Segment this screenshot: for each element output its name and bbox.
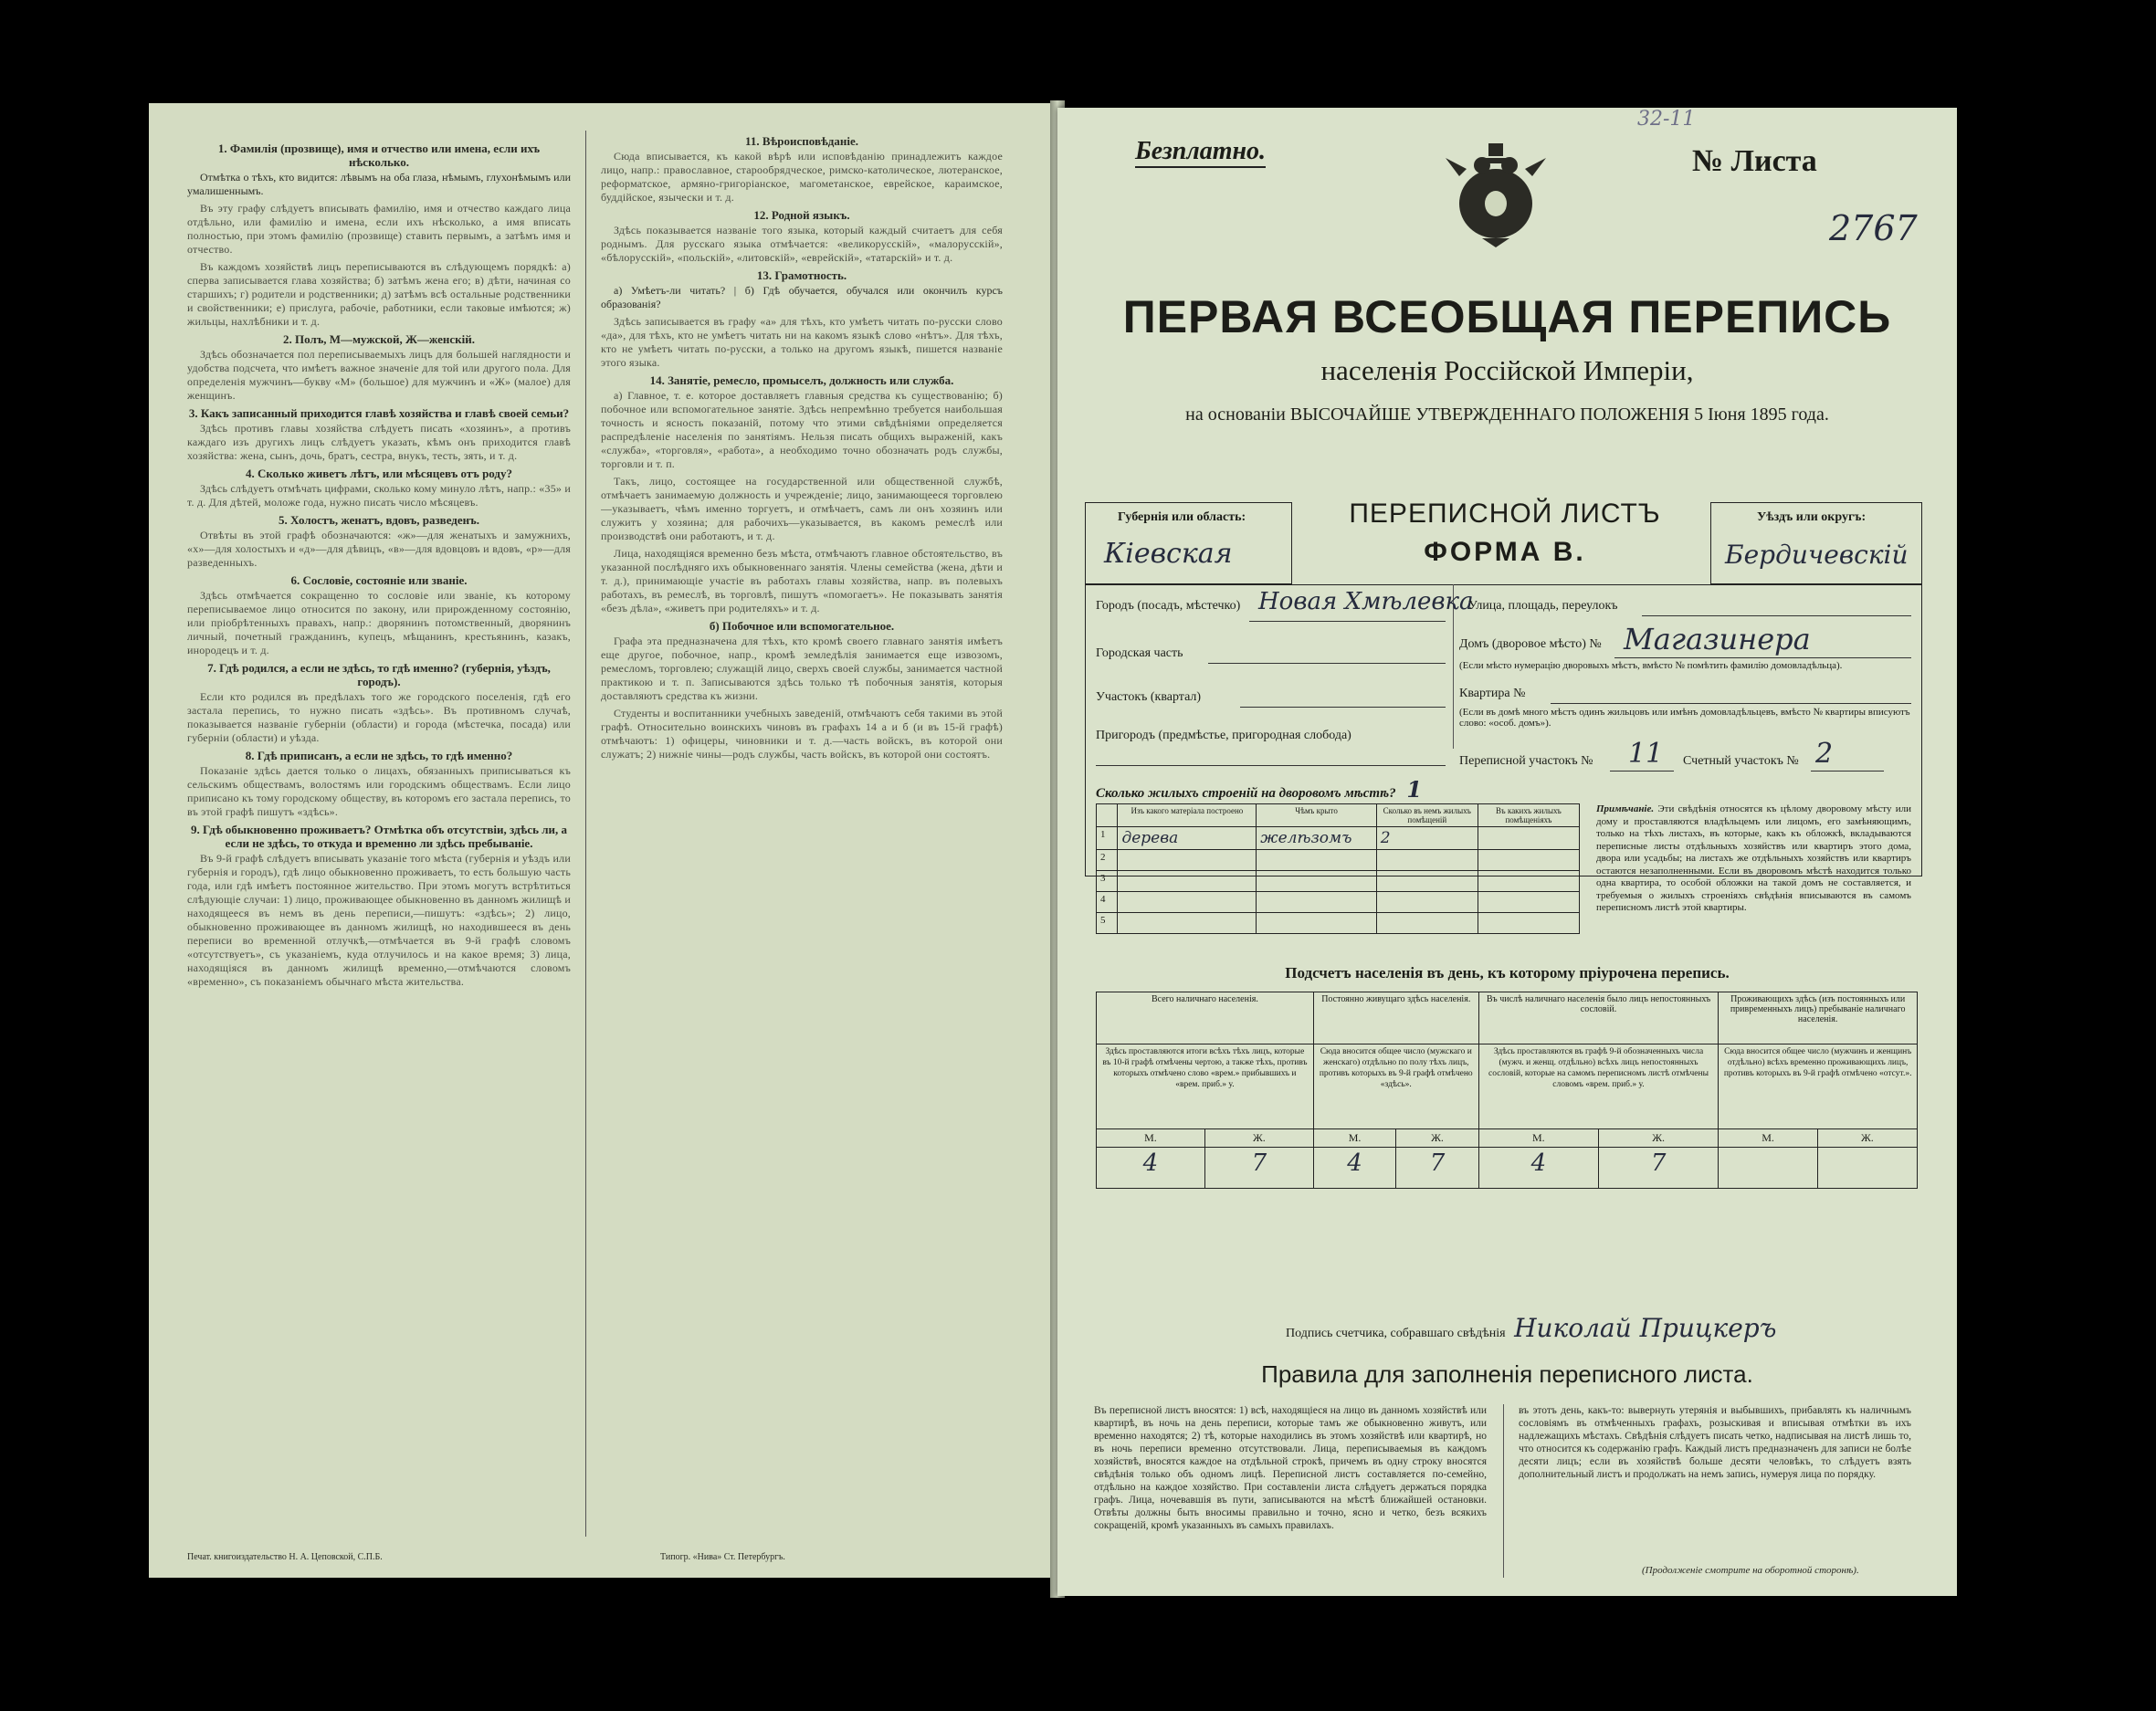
signature-label: Подпись счетчика, собравшаго свѣдѣнія [1286, 1327, 1506, 1340]
signature-row [1286, 1313, 1943, 1343]
tally-note: Сюда вносится общее число (мужскаго и женскаго) отдѣльно по полу тѣхъ лицъ, противъ которыхъ въ 9-й графѣ отмѣчено «здѣсь». [1313, 1044, 1478, 1129]
buildings-table [1096, 803, 1580, 934]
building-roof-cell [1257, 913, 1376, 934]
population-tally-table [1096, 992, 1918, 1189]
legal-basis [1057, 404, 1957, 425]
legal-basis-prefix: на основаніи [1185, 404, 1286, 425]
house-note: (Если мѣсто нумерацію дворовыхъ мѣстъ, вмѣсто № помѣтить фамилію домовладѣльца). [1459, 660, 1843, 671]
tally-header: Въ числѣ наличнаго населенія было лицъ непостоянныхъ сословій. [1478, 992, 1719, 1044]
tally-value-cell: 7 [1599, 1148, 1719, 1189]
tally-value-cell: 4 [1313, 1148, 1395, 1189]
bld-header-material: Изъ какого матеріала построено [1118, 804, 1257, 827]
rules-right-column: въ этотъ день, какъ-то: вывернуть утерянія и выбывшихъ, прибавлять къ наличнымъ сословіямъ въ отмѣченныхъ графахъ, розыскивая и вписывая отмѣтки въ ихъ надлежащихъ мѣстахъ. Свѣдѣнія слѣдуетъ писать четко, надписывая на листѣ лишь то, что относится къ содержанію графъ. Каждый листъ предназначенъ для записи не болѣе десяти лицъ; если въ хозяйствѣ больше десяти человѣкъ, то слѣдуетъ взять дополнительный листъ и продолжать на немъ запись, нумеруя лица по порядку. [1519, 1405, 1911, 1480]
tally-sex-label: Ж. [1204, 1129, 1313, 1148]
building-row [1097, 827, 1580, 850]
census-subtitle: населенія Россійской Имперіи, [1320, 354, 1694, 386]
left-footer-imprint: Печат. книгоиздательство Н. А. Цеповской, С.П.Б. [187, 1552, 383, 1562]
instruction-heading: 13. Грамотность. [756, 268, 847, 282]
rules-divider [1503, 1404, 1504, 1578]
counting-precinct-line [1811, 771, 1884, 772]
sheet-number-value: 2767 [1829, 208, 1918, 248]
tally-sex-label: М. [1097, 1129, 1205, 1148]
instruction-paragraph: Графа эта предназначена для тѣхъ, кто кромѣ своего главнаго занятія имѣетъ еще другое, побочное, напр., кромѣ земледѣлія занимается еще извозомъ, ремесломъ, торговлею; служащій лицо, сверхъ своей службы, занимается частной практикою и т. п. Записываются здѣсь только тѣ побочныя занятія, которыя доставляютъ средства къ жизни. [601, 635, 1003, 702]
census-precinct-line [1610, 771, 1674, 772]
building-material-cell [1118, 913, 1257, 934]
instruction-paragraph: Въ 9-й графѣ слѣдуетъ вписывать указаніе того мѣста (губернія и уѣздъ или губернія и городъ), гдѣ лицо обыкновенно проживаетъ, то есть большую часть года, или гдѣ имѣетъ постоянное жительство. При этомъ могутъ встрѣтиться слѣдующіе случаи: 1) лицо, проживающее обыкновенно въ данномъ жилищѣ и находящееся въ немъ въ день переписи,—пишутъ: «здѣсь»; 2) лицо, обыкновенно проживающее въ данномъ жилищѣ, но находившееся въ день переписи во временной отлучкѣ,—отмѣчается въ 9-й графѣ словомъ «отсутствуетъ», съ указаніемъ, куда отлучилось и на какое время; 3) лица, находящіяся въ данномъ жилищѣ временно,—отмѣчаются словомъ «временно», съ показаніемъ обычнаго мѣста жительства. [187, 852, 571, 988]
sheet-number-label: № Листа [1692, 144, 1817, 178]
tally-sex-label: М. [1313, 1129, 1395, 1148]
tally-note: Здѣсь проставляются итоги всѣхъ тѣхъ лицъ, которые въ 10-й графѣ отмѣчены чертою, а также тѣхъ, противъ которыхъ отмѣчено слово «врем.» прибывшихъ и «врем. приб.» у. [1097, 1044, 1314, 1129]
street-label: Улица, площадь, переулокъ [1468, 599, 1618, 613]
building-row [1097, 913, 1580, 934]
district-value: Бердичевскій [1725, 540, 1909, 570]
building-where-cell [1478, 827, 1579, 850]
building-material-cell [1118, 892, 1257, 913]
province-box [1085, 502, 1292, 584]
tally-sex-label: Ж. [1599, 1129, 1719, 1148]
building-where-cell [1478, 892, 1579, 913]
building-roof-cell: желѣзомъ [1257, 827, 1376, 850]
instruction-paragraph: Отмѣтка о тѣхъ, кто видится: лѣвымъ на оба глаза, нѣмымъ, глухонѣмымъ или умалишеннымъ. [187, 171, 571, 197]
district-box [1710, 502, 1922, 584]
instruction-paragraph: а) Главное, т. е. которое доставляетъ главныя средства къ существованію; б) побочное или вспомогательное занятіе. Здѣсь непремѣнно требуется наибольшая точность и ясность показаній, потому что этими свѣдѣніями определяется распредѣленіе населенія по занятіямъ. Нельзя писать общихъ выраженій, какъ «служба», «торговля», «работа», а необходимо точно обозначать родъ службы, торговли и т. п. [601, 389, 1003, 470]
instruction-heading: 5. Холостъ, женатъ, вдовъ, разведенъ. [279, 513, 479, 527]
building-roof-cell [1257, 892, 1376, 913]
instruction-paragraph: Такъ, лицо, состоящее на государственной или общественной службѣ, отмѣчаетъ занимаемую должность и учрежденіе; лицо, занимающееся торговлею—указываетъ, чѣмъ именно торгуетъ, и отмѣчаетъ, самъ ли онъ хозяинъ или служитъ у хозяина; для рабочихъ—указывается, въ какомъ ремеслѣ или производствѣ они работаютъ, и т. д. [601, 475, 1003, 542]
building-where-cell [1478, 871, 1579, 892]
building-material-cell [1118, 850, 1257, 871]
tally-sex-label: М. [1719, 1129, 1818, 1148]
tally-value-cell: 4 [1478, 1148, 1598, 1189]
tally-note: Сюда вносится общее число (мужчинъ и женщинъ отдѣльно) всѣхъ временно проживающихъ лицъ, противъ которыхъ въ 9-й графѣ отмѣчено «отсут.». [1719, 1044, 1918, 1129]
buildings-question [1096, 776, 1422, 803]
instruction-heading: 11. Вѣроисповѣданіе. [745, 134, 858, 148]
instruction-paragraph: Въ каждомъ хозяйствѣ лицъ переписываются въ слѣдующемъ порядкѣ: а) сперва записывается глава хозяйства; б) затѣмъ жена его; в) дѣти, начиная со старшихъ; г) родители и родственники; д) затѣмъ всѣ остальные родственники и свойственники; е) прислуга, рабочіе, работники, если таковые имѣются; ж) жильцы, нахлѣбники и т. д. [187, 260, 571, 328]
building-n-cell: 3 [1097, 871, 1118, 892]
instruction-heading: 3. Какъ записанный приходится главѣ хозяйства и главѣ своей семьи? [188, 406, 570, 420]
instruction-paragraph: Здѣсь записывается въ графу «а» для тѣхъ, кто умѣетъ читать по-русски слово «да», для тѣхъ, кто не умѣетъ читать ни на какомъ языкѣ слово «нѣтъ». Для тѣхъ, кто не умѣетъ читать по-русски, а только на другомъ языкѣ, пишется названіе этого языка. [601, 315, 1003, 369]
building-material-cell: дерева [1118, 827, 1257, 850]
city-value: Новая Хмѣлевка [1258, 588, 1474, 615]
signature-value: Николай Прицкеръ [1514, 1313, 1777, 1343]
form-letter: ФОРМА В. [1424, 537, 1586, 567]
tally-value-cell: 4 [1097, 1148, 1205, 1189]
instruction-paragraph: Отвѣты въ этой графѣ обозначаются: «ж»—для женатыхъ и замужнихъ, «х»—для холостыхъ и «д»—для дѣвицъ, «в»—для вдовцовъ и вдовъ, «р»—для разведенныхъ. [187, 529, 571, 569]
instruction-paragraph: Здѣсь показывается названіе того языка, который каждый считаетъ для себя роднымъ. Для русскаго языка отмѣчается: «великорусскій», «малорусскій», «бѣлорусскій», «польскій», «литовскій», «еврейскій», «татарскій» и т. д. [601, 224, 1003, 264]
suburb-line [1096, 765, 1446, 766]
rules-left-column: Въ переписной листъ вносятся: 1) всѣ, находящіеся на лицо въ данномъ хозяйствѣ или квартирѣ, въ ночь на день переписи, которые тамъ же обыкновенно живутъ, или временно находятся; 2) тѣ, которые находились въ этомъ хозяйствѣ или квартирѣ, но въ ночь переписи временно отсутствовали. Лица, переписываемыя въ каждомъ хозяйствѣ, вносятся каждое на отдѣльной строкѣ, причемъ въ одну строку вносятся свѣдѣнія только объ одномъ лицѣ. Переписной листъ составляется по-семейно, отдѣльно на каждое хозяйство. При составленіи листа слѣдуетъ держаться порядка графъ. Лица, ночевавшія въ пути, записываются на мѣстѣ ближайшей остановки. Отвѣты должны быть вносимы правильно и точно, ясно и четко, безъ всякихъ сокращеній, кромѣ указанныхъ въ самыхъ правилахъ. [1094, 1405, 1487, 1531]
instruction-heading: 7. Гдѣ родился, а если не здѣсь, то гдѣ именно? (губернія, уѣздъ, городъ). [207, 661, 551, 688]
building-n-cell: 5 [1097, 913, 1118, 934]
instruction-heading: 1. Фамилія (прозвище), имя и отчество или имена, если ихъ нѣсколько. [217, 142, 541, 169]
instructions-column-1 [187, 138, 571, 1526]
building-row [1097, 850, 1580, 871]
instructions-column-2 [601, 131, 1003, 1527]
building-n-cell: 2 [1097, 850, 1118, 871]
building-roof-cell [1257, 850, 1376, 871]
instruction-paragraph: Если кто родился въ предѣлахъ того же городского поселенія, гдѣ его застала перепись, то нужно писать «здѣсь». Въ противномъ случаѣ, показывается названіе губерніи (области) и города (мѣстечка, посада) или губерніи (области) и уѣзда. [187, 690, 571, 744]
tally-header: Постоянно живущаго здѣсь населенія. [1313, 992, 1478, 1044]
building-rooms-cell: 2 [1376, 827, 1478, 850]
tally-header: Проживающихъ здѣсь (изъ постоянныхъ или привременныхъ лицъ) пребываніе наличнаго населенія. [1719, 992, 1918, 1044]
census-title: ПЕРВАЯ ВСЕОБЩАЯ ПЕРЕПИСЬ [1122, 291, 1892, 342]
city-label: Городъ (посадъ, мѣстечко) [1096, 599, 1241, 613]
column-divider [585, 131, 586, 1537]
bld-header-roof: Чѣмъ крыто [1257, 804, 1376, 827]
building-where-cell [1478, 913, 1579, 934]
building-row [1097, 871, 1580, 892]
tally-value-cell [1719, 1148, 1818, 1189]
house-line [1614, 657, 1911, 658]
instruction-paragraph: Показаніе здѣсь дается только о лицахъ, обязанныхъ приписываться къ сельскимъ обществамъ, волостямъ или городскимъ обществамъ. Если лицо приписано къ тому городскому обществу, въ которомъ его застала перепись, то въ этой графѣ пишутъ «здѣсь». [187, 764, 571, 818]
instruction-paragraph: Въ эту графу слѣдуетъ вписывать фамилію, имя и отчество каждаго лица отдѣльно, или фамилію и имена, если ихъ нѣсколько, а имя вписать полностью, при этомъ фамилію (прозвище) ставить первымъ, а затѣмъ имя и отчество. [187, 202, 571, 256]
bld-header-rooms: Сколько въ немъ жилыхъ помѣщеній [1376, 804, 1478, 827]
house-value: Магазинера [1624, 622, 1811, 656]
building-rooms-cell [1376, 850, 1478, 871]
buildings-note [1596, 803, 1911, 915]
bld-header-where: Въ какихъ жилыхъ помѣщеніяхъ [1478, 804, 1579, 827]
tally-title: Подсчетъ населенія въ день, къ которому пріурочена перепись. [1285, 964, 1730, 981]
city-line [1249, 621, 1446, 622]
census-precinct-value: 11 [1628, 738, 1664, 770]
suburb-label: Пригородъ (предмѣстье, пригородная слобода) [1096, 729, 1351, 742]
instruction-paragraph: а) Умѣетъ-ли читать? | б) Гдѣ обучается, обучался или окончилъ курсъ образованія? [601, 284, 1003, 310]
building-roof-cell [1257, 871, 1376, 892]
building-n-cell: 4 [1097, 892, 1118, 913]
tally-value-cell [1817, 1148, 1917, 1189]
instruction-heading: 12. Родной языкъ. [753, 208, 850, 222]
instruction-heading: 8. Гдѣ приписанъ, а если не здѣсь, то гдѣ именно? [245, 749, 513, 762]
free-of-charge-label: Безплатно. [1135, 137, 1266, 168]
building-rooms-cell [1376, 871, 1478, 892]
building-n-cell: 1 [1097, 827, 1118, 850]
instruction-heading: 14. Занятіе, ремесло, промыселъ, должность или служба. [649, 373, 954, 387]
tally-value-cell: 7 [1396, 1148, 1478, 1189]
imperial-eagle-emblem [1441, 140, 1551, 249]
instruction-paragraph: Лица, находящіяся временно безъ мѣста, отмѣчаютъ главное обстоятельство, въ указанной послѣдняго ихъ обыкновеннаго занятія. Члены семейства (жена, дѣти и т. д.), принимающіе участіе въ работахъ главы хозяйства, напр. въ полевыхъ работахъ, въ ремеслѣ, въ торговлѣ, пишутъ «помогаетъ». Не показывать занятія «безъ дѣла», «живетъ при родителяхъ» и т. д. [601, 547, 1003, 614]
street-line [1642, 615, 1911, 616]
counting-precinct-label: Счетный участокъ № [1683, 754, 1799, 768]
buildings-value: 1 [1406, 776, 1423, 803]
building-where-cell [1478, 850, 1579, 871]
right-page-census-form [1057, 108, 1957, 1596]
instruction-paragraph: Здѣсь отмѣчается сокращенно то сословіе или званіе, къ которому переписываемое лицо относится по закону, или прирожденному состоянію, или пріобрѣтенныхъ правахъ, напр.: дворянинъ потомственный, дворянинъ личный, почетный гражданинъ, купецъ, мѣщанинъ, крестьянинъ, казакъ, инородецъ и т. д. [187, 589, 571, 656]
instruction-paragraph: Сюда вписывается, къ какой вѣрѣ или исповѣданію принадлежитъ каждое лицо, напр.: православное, старообрядческое, римско-католическое, лютеранское, реформатское, армяно-григоріанское, магометанское, еврейское, караимское, буддійское, язычески и т. д. [601, 150, 1003, 204]
rules-title: Правила для заполненія переписного листа. [1261, 1360, 1753, 1388]
buildings-question-text: Сколько жилыхъ строеній на дворовомъ мѣстѣ? [1096, 786, 1396, 801]
tally-sex-label: Ж. [1817, 1129, 1917, 1148]
form-title: ПЕРЕПИСНОЙ ЛИСТЪ [1349, 499, 1661, 529]
instruction-paragraph: Здѣсь слѣдуетъ отмѣчать цифрами, сколько кому минуло лѣтъ, напр.: «35» и т. д. Для дѣтей, моложе года, нужно писать число мѣсяцевъ. [187, 482, 571, 509]
buildings-note-title: Примѣчаніе. [1596, 803, 1655, 814]
instruction-heading: 6. Сословіе, состояніе или званіе. [290, 573, 468, 587]
counting-precinct-value: 2 [1815, 738, 1834, 770]
left-page-instructions [149, 103, 1053, 1578]
buildings-note-text: Эти свѣдѣнія относятся къ цѣлому дворовому мѣсту или дому и проставляются владѣльцемъ или лицомъ, его замѣняющимъ, только на тѣхъ листахъ, въ которые, какъ къ обложкѣ, вкладываются переписные листы отдѣльныхъ хозяйствъ или квартиръ этого дома, двора или усадьбы; на листахъ же отдѣльныхъ хозяйствъ или квартиръ остаются незаполненными. Если въ дворовомъ мѣстѣ находится только одна квартира, то особой обложки на такой домъ не составляется, и требуемыя о жилыхъ строеніяхъ свѣдѣнія вписываются въ самомъ переписномъ листѣ этой квартиры. [1596, 803, 1912, 913]
tally-sex-label: Ж. [1396, 1129, 1478, 1148]
apartment-note: (Если въ домѣ много мѣстъ одинъ жильцовъ или имѣнъ домовладѣльцевъ, вмѣсто № квартиры вписуютъ слово: «особ. домъ»). [1459, 707, 1910, 729]
rules-continue-note: (Продолженіе смотрите на оборотной сторонѣ). [1642, 1565, 1859, 1576]
area-label: Участокъ (квартал) [1096, 690, 1202, 704]
tally-value-cell: 7 [1204, 1148, 1313, 1189]
tally-header: Всего наличнаго населенія. [1097, 992, 1314, 1044]
building-row [1097, 892, 1580, 913]
instruction-paragraph: Здѣсь противъ главы хозяйства слѣдуетъ писать «хозяинъ», а противъ каждаго изъ другихъ лицъ слѣдуетъ указать, кѣмъ онъ приходится главѣ хозяйства: жена, сынъ, дочь, братъ, сестра, внукъ, тесть, зять, и т. д. [187, 422, 571, 462]
legal-basis-text: ВЫСОЧАЙШЕ УТВЕРЖДЕННАГО ПОЛОЖЕНІЯ 5 Іюня 1895 года. [1289, 404, 1829, 425]
building-material-cell [1118, 871, 1257, 892]
province-value: Кіевская [1104, 538, 1233, 570]
city-part-line [1208, 663, 1446, 664]
instruction-heading: 4. Сколько живетъ лѣтъ, или мѣсяцевъ отъ роду? [246, 467, 512, 480]
city-part-label: Городская часть [1096, 646, 1183, 660]
district-label: Уѣздъ или округъ: [1757, 510, 1867, 524]
instruction-paragraph: Здѣсь обозначается пол переписываемыхъ лицъ для большей наглядности и удобства подсчета, что имѣетъ важное значеніе для той или другого пола. Для определенія мужчинъ—букву «М» (большое) для мужчинъ и «Ж» (малое) для женщинъ. [187, 348, 571, 402]
house-label: Домъ (дворовое мѣсто) № [1459, 637, 1602, 651]
apartment-line [1551, 703, 1911, 704]
instruction-heading: б) Побочное или вспомогательное. [709, 619, 895, 633]
building-rooms-cell [1376, 913, 1478, 934]
census-precinct-label: Переписной участокъ № [1459, 754, 1593, 768]
area-line [1240, 707, 1446, 708]
building-rooms-cell [1376, 892, 1478, 913]
sheet-number-top-note: 32-11 [1637, 108, 1696, 131]
left-footer-printer: Типогр. «Нива» Ст. Петербургъ. [660, 1552, 785, 1562]
apartment-label: Квартира № [1459, 687, 1526, 700]
instruction-paragraph: Студенты и воспитанники учебныхъ заведеній, отмѣчаютъ себя такими въ этой графѣ. Относительно воинскихъ чиновъ въ графахъ 14 а и б (и въ 15-й графѣ) отмѣчаютъ: 1) офицеры, чиновники и т. д.—часть войскъ, въ которой они служатъ; 2) нижніе чины—родъ службы, часть войскъ, въ которой они состоятъ. [601, 707, 1003, 761]
instruction-heading: 2. Полъ, М—мужской, Ж—женскій. [282, 332, 476, 346]
province-label: Губернія или область: [1118, 510, 1246, 524]
tally-note: Здѣсь проставляются въ графѣ 9-й обозначенныхъ числа (мужч. и женщ. отдѣльно) всѣхъ лицъ непостоянныхъ сословій, которые на самомъ переписномъ листѣ отмѣчены словомъ «врем. приб.» у. [1478, 1044, 1719, 1129]
tally-sex-label: М. [1478, 1129, 1598, 1148]
instruction-heading: 9. Гдѣ обыкновенно проживаетъ? Отмѣтка объ отсутствіи, здѣсь ли, а если не здѣсь, то откуда и временно ли здѣсь пребываніе. [191, 823, 567, 850]
